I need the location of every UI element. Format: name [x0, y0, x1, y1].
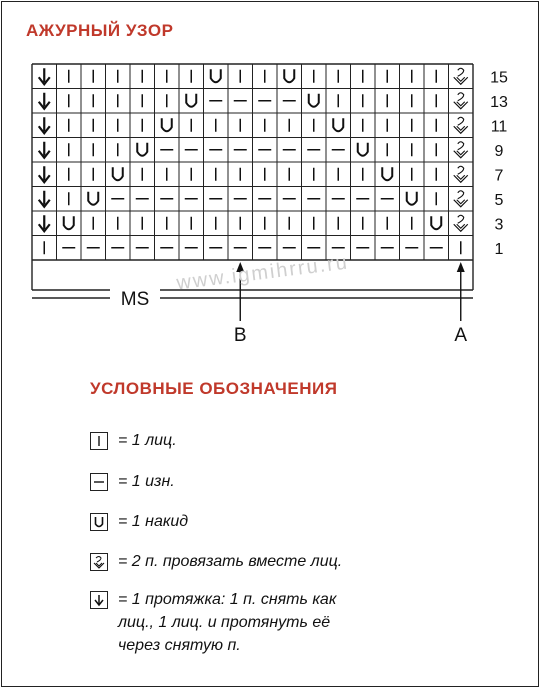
yarnover-icon [358, 143, 368, 156]
yarnover-icon [186, 94, 196, 107]
row-number-label: 3 [494, 216, 504, 234]
row-number-label: 13 [490, 93, 508, 111]
marker-b-label: B [233, 325, 247, 346]
legend-title: УСЛОВНЫЕ ОБОЗНАЧЕНИЯ [90, 379, 338, 398]
legend-item-skpo [90, 591, 336, 657]
yarnover-icon [211, 69, 221, 82]
yarnover-icon [284, 69, 294, 82]
row-number-label: 1 [494, 240, 504, 258]
k2tog-icon [458, 215, 464, 223]
knit-stitch-icon [90, 432, 108, 450]
yarnover-icon [88, 192, 98, 205]
k2tog-icon [458, 93, 464, 101]
yarnover-icon [64, 216, 74, 229]
yarnover-icon [431, 216, 441, 229]
legend-text-skpo: = 1 протяжка: 1 п. снять как лиц., 1 лиц. и протянуть её через снятую п. [118, 591, 337, 654]
legend-item-knit [90, 432, 177, 452]
marker-a-label: A [454, 325, 468, 346]
k2tog-icon [458, 191, 464, 199]
yarnover-icon [162, 118, 172, 131]
row-number-label: 5 [494, 191, 504, 209]
legend-text-yarnover: = 1 накид [118, 513, 189, 530]
pattern-title: АЖУРНЫЙ УЗОР [26, 21, 174, 40]
legend-text-knit: = 1 лиц. [118, 432, 177, 449]
legend-text-purl: = 1 изн. [118, 473, 175, 490]
legend-item-k2tog [90, 553, 342, 573]
yarnover-icon [113, 167, 123, 180]
yarnover-icon [333, 118, 343, 131]
legend-text-k2tog: = 2 п. провязать вместе лиц. [118, 553, 343, 570]
yarnover-icon [137, 143, 147, 156]
row-number-label: 15 [490, 69, 508, 87]
purl-stitch-icon [90, 473, 108, 491]
yarnover-icon [407, 192, 417, 205]
row-number-label: 11 [490, 118, 508, 136]
skpo-arrow-icon [90, 591, 108, 609]
yarnover-icon [309, 94, 319, 107]
k2tog-icon [458, 68, 464, 76]
legend-item-purl [90, 473, 175, 493]
yarnover-icon [382, 167, 392, 180]
k2tog-icon [458, 142, 464, 150]
k2tog-icon [458, 117, 464, 125]
repeat-label-ms: MS [120, 289, 150, 310]
legend-item-yarnover [90, 513, 188, 533]
row-number-label: 7 [494, 167, 504, 185]
watermark: www.igmihrru.ru [175, 251, 350, 295]
k2tog-icon [90, 553, 108, 571]
k2tog-icon [458, 166, 464, 174]
yarnover-icon [90, 513, 108, 531]
row-number-label: 9 [494, 142, 504, 160]
arrow-a-icon [457, 262, 465, 272]
